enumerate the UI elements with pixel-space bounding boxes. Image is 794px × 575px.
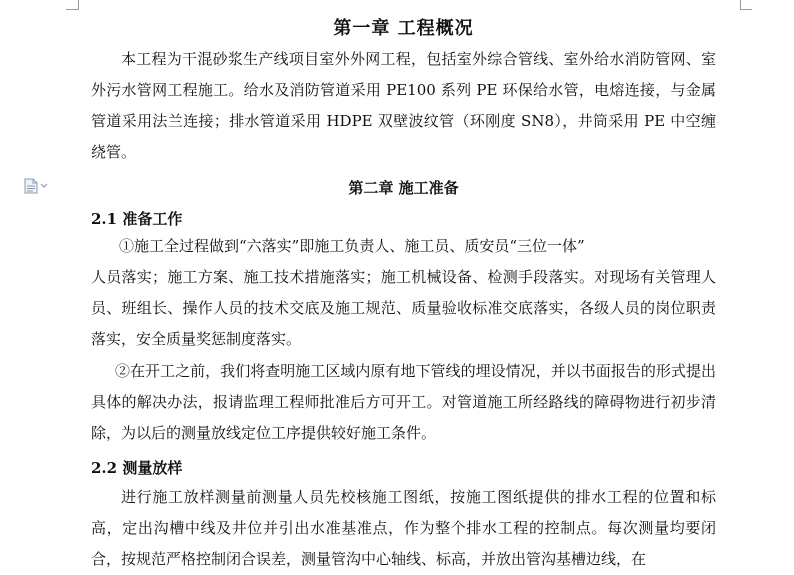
chevron-down-icon: [40, 183, 48, 189]
section-2-2-paragraph: 进行施工放样测量前测量人员先校核施工图纸，按施工图纸提供的排水工程的位置和标高，定出沟槽中线及井位并引出水准基准点，作为整个排水工程的控制点。每次测量均要闭合，按规范严格控制闭合误差，测量管沟中心轴线、标高，并放出管沟基槽边线，在: [91, 488, 716, 568]
item-2-paragraph: ②在开工之前，我们将查明施工区域内原有地下管线的埋设情况，并以书面报告的形式提出具体的解决办法，报请监理工程师批准后方可开工。对管道施工所经路线的障碍物进行初步清除，为以后的测量放线定位工序提供较好施工条件。: [91, 362, 716, 442]
margin-corner-mark: [78, 0, 79, 10]
chapter-1-paragraph: 本工程为干混砂浆生产线项目室外外网工程，包括室外综合管线、室外给水消防管网、室外污水管网工程施工。给水及消防管道采用 PE100 系列 PE 环保给水管，电熔连接，与金属管道采用法兰连接；排水管道采用 HDPE 双壁波纹管（环刚度 SN8），井筒采用 PE 中空缠绕管。: [91, 50, 716, 161]
section-2-1-heading: 2.1 准备工作: [91, 210, 183, 228]
section-2-2-heading: 2.2 测量放样: [91, 459, 183, 477]
item-1-rest: 人员落实；施工方案、施工技术措施落实；施工机械设备、检测手段落实。对现场有关管理人员、班组长、操作人员的技术交底及施工规范、质量验收标准交底落实，各级人员的岗位职责落实，安全质量奖惩制度落实。: [91, 268, 716, 348]
item-1-first-line: ①施工全过程做到“六落实”即施工负责人、施工员、质安员“三位一体”: [119, 237, 585, 255]
chapter-2-title: 第二章 施工准备: [348, 179, 459, 197]
margin-corner-mark: [740, 9, 752, 10]
document-icon: [24, 178, 38, 194]
chapter-1-title: 第一章 工程概况: [333, 18, 474, 39]
document-icon[interactable]: [24, 178, 50, 194]
margin-corner-mark: [66, 9, 78, 10]
